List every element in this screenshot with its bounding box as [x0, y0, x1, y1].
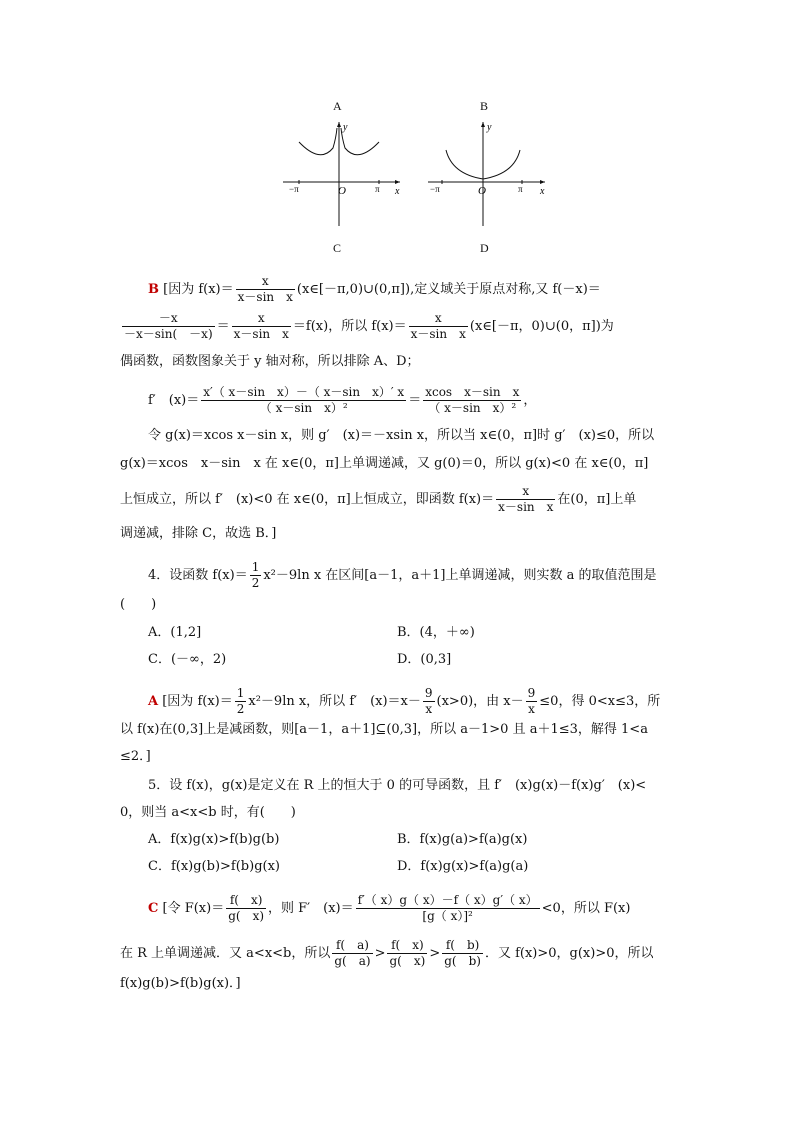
fraction: $\frac{\text{xcos x－sin x}}{\text{（ x－sin x）²}}$: [425, 385, 520, 415]
graph-a: [275, 118, 405, 230]
fraction: $\frac{x}{\text{x－sin x}}$: [498, 484, 554, 514]
q5-stem-line-1: 5．设 f(x)，g(x)是定义在 R 上的恒大于 0 的可导函数，且 f′ (x)g(x)－f(x)g′ (x)<: [148, 778, 647, 793]
q3-solution-line-7: 上恒成立，所以 f′ (x)<0 在 x∈(0，π]上恒成立，即函数 f(x)＝ $\frac{x}{\text{x－sin x}}$ 在(0，π]上单: [120, 484, 637, 514]
x-axis-arrow: [540, 180, 545, 184]
q3-solution-line-5: 令 g(x)＝xcos x－sin x，则 g′ (x)＝－xsin x，所以当 x∈(0，π]时 g′ (x)≤0，所以: [148, 428, 655, 443]
q4-solution-line-1: A [因为 f(x)＝ $\frac{1}{2}$ x²－9ln x，所以 f′ (x)＝x－ $\frac{9}{x}$ (x>0)，由 x－ $\frac{9}{x}$ ≤0，得 0<x≤3，所: [148, 686, 661, 716]
fraction: $\frac{f'( x)g( x)-f( x)g'( x)}{\text{[g（ x）]²}}$: [357, 893, 538, 923]
fraction: $\frac{f( a)}{g( a)}$: [334, 938, 371, 968]
q5-stem-line-2: 0，则当 a<x<b 时，有( ): [120, 805, 296, 820]
q3-solution-line-6: g(x)＝xcos x－sin x 在 x∈(0，π]上单调递减，又 g(0)＝0，所以 g(x)<0 在 x∈(0，π]: [120, 456, 649, 471]
q4-solution-line-3: ≤2．]: [120, 749, 151, 764]
fraction: $\frac{f( x)}{g( x)}$: [389, 938, 426, 968]
pi-label: π: [375, 184, 380, 194]
q3-solution-line-8: 调递减，排除 C，故选 B．]: [120, 526, 277, 541]
neg-pi-label: −π: [289, 184, 299, 194]
q5-solution-line-3: f(x)g(b)>f(b)g(x)．]: [120, 976, 241, 991]
fraction: $\frac{f( b)}{g( b)}$: [444, 938, 481, 968]
q4-option-b[interactable]: B．(4，＋∞): [397, 625, 475, 640]
q5-option-c[interactable]: C．f(x)g(b)>f(b)g(x): [148, 859, 280, 874]
y-label: y: [343, 122, 348, 133]
q5-answer: C: [148, 901, 159, 916]
q4-answer: A: [148, 694, 159, 709]
q3-answer: B: [148, 282, 159, 297]
fraction: $\frac{1}{2}$: [236, 686, 245, 716]
origin-label: O: [478, 185, 486, 197]
q3-solution-line-4: f′ (x)＝ $\frac{\text{x′（ x－sin x）－（ x－sin x）′ x}}{\text{（ x－sin x）²}}$ ＝ $\frac{\text{xcos x－sin x}}{\text{（ x－sin x）²}}$ ，: [148, 385, 537, 415]
y-axis-arrow: [337, 122, 341, 127]
graph-b: [420, 118, 550, 230]
x-label: x: [540, 186, 545, 197]
q4-option-d[interactable]: D．(0,3]: [397, 652, 452, 667]
q4-stem: 4．设函数 f(x)＝ $\frac{1}{2}$ x²－9ln x 在区间[a－1，a＋1]上单调递减，则实数 a 的取值范围是: [148, 560, 657, 590]
fraction: $\frac{x}{\text{x－sin x}}$: [233, 311, 289, 341]
fraction: $\frac{9}{x}$: [527, 686, 536, 716]
x-axis-arrow: [395, 180, 400, 184]
fraction: $\frac{9}{x}$: [424, 686, 433, 716]
q5-option-d[interactable]: D．f(x)g(x)>f(a)g(a): [397, 859, 529, 874]
fraction: $\frac{x}{\text{x－sin x}}$: [237, 274, 293, 304]
neg-pi-label: −π: [430, 184, 440, 194]
fraction: $\frac{1}{2}$: [251, 560, 260, 590]
q3-solution-line-1: B [因为 f(x)＝ $\frac{x}{\text{x－sin x}}$ (x∈[－π,0)∪(0,π]),定义域关于原点对称,又 f(－x)＝: [148, 274, 601, 304]
fraction: $\frac{\text{x′（ x－sin x）－（ x－sin x）′ x}}{\text{（ x－sin x）²}}$: [203, 385, 405, 415]
pi-label: π: [518, 184, 523, 194]
q4-option-c[interactable]: C．(－∞，2): [148, 652, 227, 667]
figure-label-c: C: [333, 241, 342, 255]
origin-label: O: [338, 185, 346, 197]
figure-label-a: A: [333, 99, 342, 113]
figure-label-d: D: [480, 241, 489, 255]
y-axis-arrow: [481, 122, 485, 127]
fraction: $\frac{f( x)}{g( x)}$: [228, 893, 265, 923]
q3-solution-line-3: 偶函数，函数图象关于 y 轴对称，所以排除 A、D；: [120, 354, 420, 369]
q4-bracket: ( ): [120, 597, 157, 612]
q4-solution-line-2: 以 f(x)在(0,3]上是减函数，则[a－1，a＋1]⊆(0,3]，所以 a－1>0 且 a＋1≤3，解得 1<a: [120, 722, 648, 737]
q5-solution-line-2: 在 R 上单调递减．又 a<x<b，所以 $\frac{f( a)}{g( a)}$ > $\frac{f( x)}{g( x)}$ > $\frac{f( b)}{g( b)}$ ．又 f(x)>0，g(x)>0，所以: [120, 938, 654, 968]
curve-left: [299, 128, 337, 155]
figure-label-b: B: [480, 99, 489, 113]
fraction: $\frac{x}{\text{x－sin x}}$: [410, 311, 466, 341]
q5-option-a[interactable]: A．f(x)g(x)>f(b)g(b): [148, 832, 280, 847]
fraction: $\frac{-x}{-x-\sin( -x)}$: [124, 311, 213, 341]
q4-option-a[interactable]: A．(1,2]: [148, 625, 202, 640]
x-label: x: [395, 186, 400, 197]
q5-option-b[interactable]: B．f(x)g(a)>f(a)g(x): [397, 832, 528, 847]
q3-solution-line-2: $\frac{-x}{-x-\sin( -x)}$ ＝ $\frac{x}{\text{x－sin x}}$ ＝f(x)，所以 f(x)＝ $\frac{x}{\text{x－sin x}}$ (x∈[－π，0)∪(0，π])为: [124, 311, 614, 341]
q5-solution-line-1: C [令 F(x)＝ $\frac{f( x)}{g( x)}$ ，则 F′ (x)＝ $\frac{f'( x)g( x)-f( x)g'( x)}{\text{[g（ x）]²}}$ <0，所以 F(x): [148, 893, 631, 923]
y-label: y: [487, 122, 492, 133]
